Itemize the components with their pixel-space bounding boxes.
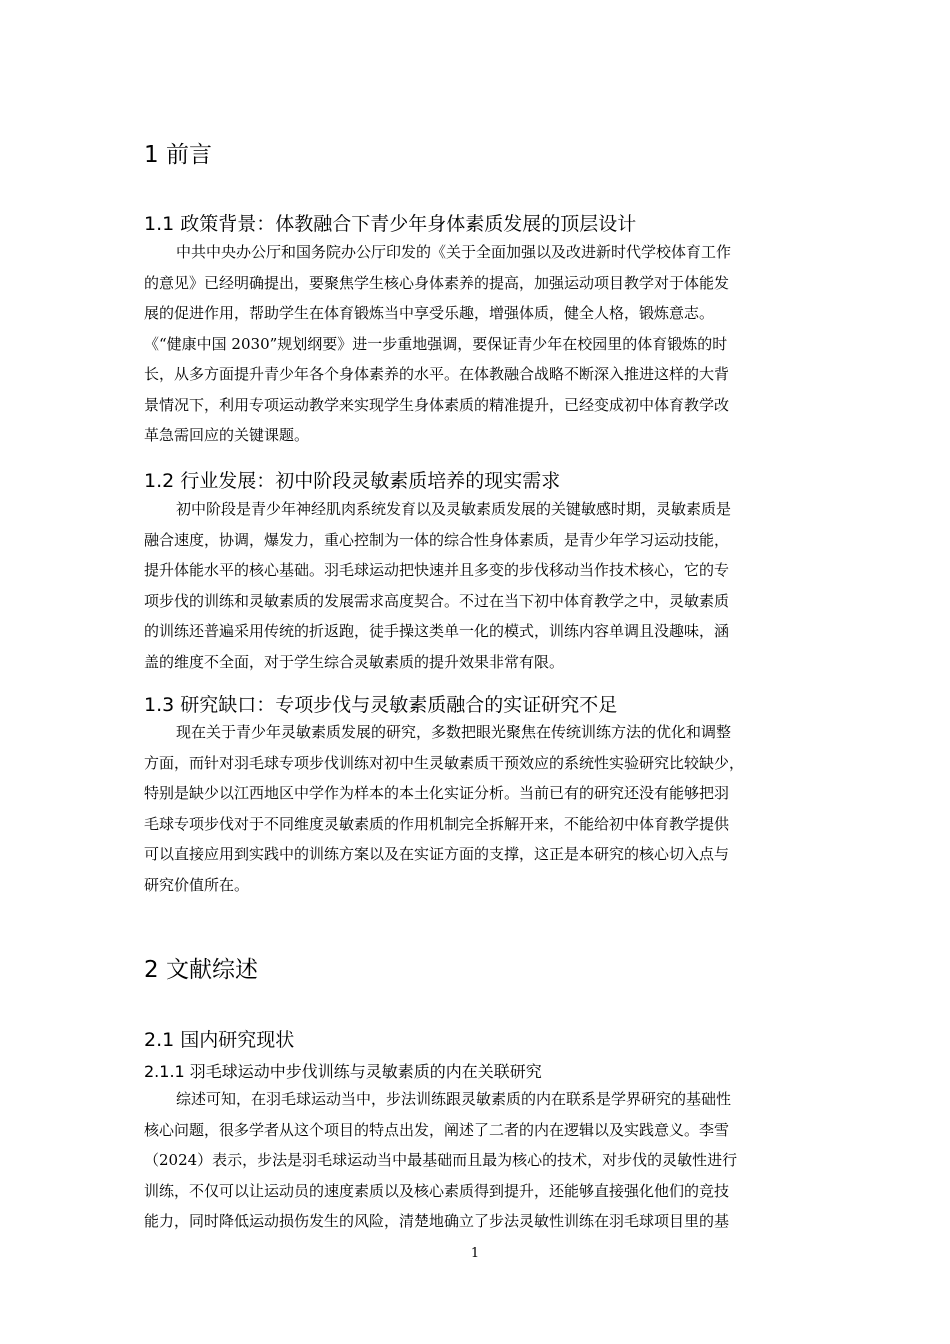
section-heading: 1 前言 xyxy=(144,142,212,168)
paragraph-line: 训练，不仅可以让运动员的速度素质以及核心素质得到提升，还能够直接强化他们的竞技 xyxy=(144,1181,730,1200)
paragraph-line: 特别是缺少以江西地区中学作为样本的本土化实证分析。当前已有的研究还没有能够把羽 xyxy=(144,784,730,802)
subsection-heading: 1.1 政策背景：体教融合下青少年身体素质发展的顶层设计 xyxy=(144,213,637,235)
paragraph-line: 的意见》已经明确提出，要聚焦学生核心身体素养的提高，加强运动项目教学对于体能发 xyxy=(144,273,730,292)
paragraph-line: 研究价值所在。 xyxy=(144,875,250,894)
paragraph-line: 中共中央办公厅和国务院办公厅印发的《关于全面加强以及改进新时代学校体育工作 xyxy=(176,243,732,261)
paragraph-line: 融合速度，协调，爆发力，重心控制为一体的综合性身体素质，是青少年学习运动技能， xyxy=(144,530,730,549)
paragraph-line: （2024）表示，步法是羽毛球运动当中最基础而且最为核心的技术，对步伐的灵敏性进行 xyxy=(144,1151,738,1169)
paragraph-line: 提升体能水平的核心基础。羽毛球运动把快速并且多变的步伐移动当作技术核心，它的专 xyxy=(144,561,730,579)
subsubsection-heading: 2.1.1 羽毛球运动中步伐训练与灵敏素质的内在关联研究 xyxy=(144,1062,542,1081)
paragraph-line: 毛球专项步伐对于不同维度灵敏素质的作用机制完全拆解开来，不能给初中体育教学提供 xyxy=(144,814,730,833)
paragraph-line: 景情况下，利用专项运动教学来实现学生身体素质的精准提升，已经变成初中体育教学改 xyxy=(144,395,730,414)
paragraph xyxy=(144,494,806,677)
paragraph xyxy=(144,717,806,900)
paragraph xyxy=(144,1084,806,1237)
paragraph-line: 初中阶段是青少年神经肌肉系统发育以及灵敏素质发展的关键敏感时期，灵敏素质是 xyxy=(176,500,732,518)
subsection-heading: 2.1 国内研究现状 xyxy=(144,1029,295,1051)
paragraph-line: 《“健康中国 2030”规划纲要》进一步重地强调，要保证青少年在校园里的体育锻炼的时 xyxy=(144,334,728,353)
paragraph-line: 核心问题，很多学者从这个项目的特点出发，阐述了二者的内在逻辑以及实践意义。李雪 xyxy=(144,1120,730,1139)
paragraph-line: 革急需回应的关键课题。 xyxy=(144,426,310,444)
paragraph-line: 能力，同时降低运动损伤发生的风险，清楚地确立了步法灵敏性训练在羽毛球项目里的基 xyxy=(144,1212,730,1230)
paragraph-line: 现在关于青少年灵敏素质发展的研究，多数把眼光聚焦在传统训练方法的优化和调整 xyxy=(176,723,732,741)
paragraph xyxy=(144,237,806,451)
paragraph-line: 项步伐的训练和灵敏素质的发展需求高度契合。不过在当下初中体育教学之中，灵敏素质 xyxy=(144,591,730,610)
subsection-heading: 1.2 行业发展：初中阶段灵敏素质培养的现实需求 xyxy=(144,470,561,492)
paragraph-line: 方面，而针对羽毛球专项步伐训练对初中生灵敏素质干预效应的系统性实验研究比较缺少， xyxy=(144,753,745,772)
paragraph-line: 可以直接应用到实践中的训练方案以及在实证方面的支撑，这正是本研究的核心切入点与 xyxy=(144,845,730,863)
section-heading: 2 文献综述 xyxy=(144,957,258,983)
paragraph-line: 的训练还普遍采用传统的折返跑，徒手操这类单一化的模式，训练内容单调且没趣味，涵 xyxy=(144,622,730,640)
paragraph-line: 长，从多方面提升青少年各个身体素养的水平。在体教融合战略不断深入推进这样的大背 xyxy=(144,365,730,383)
paragraph-line: 展的促进作用，帮助学生在体育锻炼当中享受乐趣，增强体质，健全人格，锻炼意志。 xyxy=(144,304,715,322)
subsection-heading: 1.3 研究缺口：专项步伐与灵敏素质融合的实证研究不足 xyxy=(144,694,618,716)
paragraph-line: 盖的维度不全面，对于学生综合灵敏素质的提升效果非常有限。 xyxy=(144,652,565,671)
paragraph-line: 综述可知，在羽毛球运动当中，步法训练跟灵敏素质的内在联系是学界研究的基础性 xyxy=(176,1090,732,1108)
page-number: 1 xyxy=(470,1246,480,1261)
